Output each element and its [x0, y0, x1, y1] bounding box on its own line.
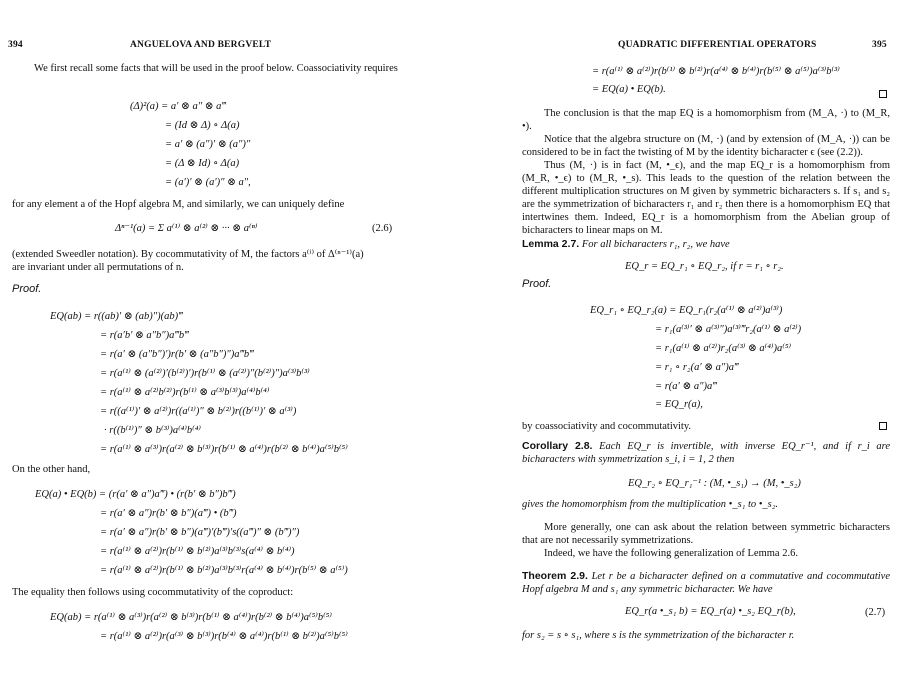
indeed-text: Indeed, we have the following generalization of Lemma 2.6.: [544, 548, 798, 559]
corollary-equation: EQ_r₂ ∘ EQ_r₁⁻¹ : (M, •_s₁) → (M, •_s₂): [628, 478, 801, 489]
last-line: for s₂ = s ∘ s₁, where s is the symmetrization of the bicharacter r.: [522, 630, 795, 641]
lemma-proof-line-5: = r(a′ ⊗ a″)a‴: [655, 381, 717, 392]
proof-line-3: = r(a′ ⊗ (a″b″)′)r(b′ ⊗ (a″b″)″)a‴b‴: [100, 349, 254, 360]
lemma-heading: [522, 238, 730, 250]
lemma-statement: For all bicharacters r₁, r₂, we have: [581, 239, 730, 250]
other-line-3: = r(a′ ⊗ a″)r(b′ ⊗ b″)(a‴)′(b‴)′s((a‴)″ ⊗ (b‴)″): [100, 527, 300, 538]
proof-line-6: = r((a⁽¹⁾)′ ⊗ a⁽²⁾)r((a⁽¹⁾)″ ⊗ b⁽²⁾)r((b⁽¹⁾)′ ⊗ a⁽³⁾): [100, 406, 297, 417]
proof-line-5: = r(a⁽¹⁾ ⊗ a⁽²⁾b⁽²⁾)r(b⁽¹⁾ ⊗ a⁽³⁾b⁽³⁾)a⁽⁴⁾b⁽⁴⁾: [100, 387, 270, 398]
equality-text: The equality then follows using cocommutativity of the coproduct:: [12, 587, 294, 598]
lemma-proof-line-6: = EQ_r(a),: [655, 399, 703, 410]
other-line-4: = r(a⁽¹⁾ ⊗ a⁽²⁾)r(b⁽¹⁾ ⊗ b⁽²⁾)a⁽³⁾b⁽³⁾s(a⁽⁴⁾ ⊗ b⁽⁴⁾): [100, 546, 295, 557]
top-line-2: = EQ(a) • EQ(b).: [592, 84, 666, 95]
lemma-proof-line-4: = r₁ ∘ r₂(a′ ⊗ a″)a‴: [655, 362, 739, 373]
coassoc-line-2: = (Id ⊗ Δ) ∘ Δ(a): [165, 120, 240, 131]
other-line-1: EQ(a) • EQ(b) = (r(a′ ⊗ a″)a‴) • (r(b′ ⊗ b″)b‴): [35, 489, 236, 500]
proof-line-4: = r(a⁽¹⁾ ⊗ (a⁽²⁾)′(b⁽²⁾)′)r(b⁽¹⁾ ⊗ (a⁽²⁾)″(b⁽²⁾)″)a⁽³⁾b⁽³⁾: [100, 368, 310, 379]
theorem-label: Theorem 2.9.: [522, 570, 588, 582]
running-head: ANGUELOVA AND BERGVELT: [130, 40, 272, 50]
notice-paragraph: Notice that the algebra structure on (M, ·) (and by extension of (M_A, ·)) can be considered to be in fact the twisting of M by the identity bicharacter ϵ (see (2.2)).: [522, 134, 890, 158]
lemma-proof-line-2: = r₁(a⁽³⁾′ ⊗ a⁽³⁾″)a⁽³⁾‴r₂(a⁽¹⁾ ⊗ a⁽²⁾): [655, 324, 802, 335]
lemma-proof-line-3: = r₁(a⁽¹⁾ ⊗ a⁽²⁾)r₂(a⁽³⁾ ⊗ a⁽⁴⁾)a⁽⁵⁾: [655, 343, 792, 354]
conclusion-paragraph: The conclusion is that the map EQ is a homomorphism from (M_A, ·) to (M_R, •).: [522, 108, 890, 132]
other-line-5: = r(a⁽¹⁾ ⊗ a⁽²⁾)r(b⁽¹⁾ ⊗ b⁽²⁾)a⁽³⁾b⁽³⁾r(a⁽⁴⁾ ⊗ b⁽⁴⁾)r(b⁽⁵⁾ ⊗ a⁽⁵⁾): [100, 565, 348, 576]
qed-symbol: [879, 422, 887, 430]
thus-paragraph: Thus (M, ·) is in fact (M, •_ϵ), and the map EQ_r is a homomorphism from (M_R, •_ϵ) to (M_R, •_s). This leads to the question of the relation between the different multiplication structures on M given by symmetric bicharacters s. If s₁ and s₂ are the symmetrization of bicharacters r₁ and r₂ then there is a homomorphism EQ that intertwines them. Indeed, EQ_r is a homomorphism from the Abelian group of bicharacters to linear maps on M.: [522, 160, 890, 236]
theorem-statement: Let r be a bicharacter defined on a commutative and cocommutative Hopf algebra M and s₁ any symmetric bicharacter. We have: [522, 571, 891, 595]
coassoc-line-5: = (a′)′ ⊗ (a′)″ ⊗ a″,: [165, 177, 251, 188]
intro-paragraph: We first recall some facts that will be used in the proof below. Coassociativity requires: [34, 63, 398, 74]
lemma-label: Lemma 2.7.: [522, 238, 580, 250]
theorem: [522, 570, 890, 596]
sweedler-note: (extended Sweedler notation). By cocommutativity of M, the factors a⁽ⁱ⁾ of Δ⁽ⁿ⁻¹⁾(a): [12, 249, 364, 260]
proof-label: Proof.: [12, 283, 42, 295]
lemma-proof-line-1: EQ_r₁ ∘ EQ_r₂(a) = EQ_r₁(r₂(a⁽¹⁾ ⊗ a⁽²⁾)a⁽³⁾): [590, 305, 783, 316]
corollary-after-text: gives the homomorphism from the multiplication •_s₁ to •_s₂.: [522, 499, 779, 510]
other-line-2: = r(a′ ⊗ a″)r(b′ ⊗ b″)(a‴) • (b‴): [100, 508, 237, 519]
corollary-label: Corollary 2.8.: [522, 440, 593, 452]
coassoc-line-3: = a′ ⊗ (a″)′ ⊗ (a″)″: [165, 139, 251, 150]
by-coassoc-text: by coassociativity and cocommutativity.: [522, 421, 692, 432]
qed-symbol: [879, 90, 887, 98]
page-number: 395: [872, 40, 887, 50]
coassoc-line-4: = (Δ ⊗ Id) ∘ Δ(a): [165, 158, 240, 169]
proof-line-2: = r(a′b′ ⊗ a″b″)a‴b‴: [100, 330, 189, 341]
final-line-1: EQ(ab) = r(a⁽¹⁾ ⊗ a⁽³⁾)r(a⁽²⁾ ⊗ b⁽³⁾)r(b⁽¹⁾ ⊗ a⁽⁴⁾)r(b⁽²⁾ ⊗ b⁽⁴⁾)a⁽⁵⁾b⁽⁵⁾: [50, 612, 332, 623]
page-number: 394: [8, 40, 23, 50]
sweedler-note-2: are invariant under all permutations of n.: [12, 262, 184, 273]
sweedler-equation: Δⁿ⁻¹(a) = Σ a⁽¹⁾ ⊗ a⁽²⁾ ⊗ ··· ⊗ a⁽ⁿ⁾: [115, 223, 258, 234]
top-line-1: = r(a⁽¹⁾ ⊗ a⁽²⁾)r(b⁽¹⁾ ⊗ b⁽²⁾)r(a⁽⁴⁾ ⊗ b⁽⁴⁾)r(b⁽⁵⁾ ⊗ a⁽⁵⁾)a⁽³⁾b⁽³⁾: [592, 66, 840, 77]
any-element-text: for any element a of the Hopf algebra M, and similarly, we can uniquely define: [12, 199, 345, 210]
left-page: [0, 0, 420, 700]
other-hand-text: On the other hand,: [12, 464, 91, 475]
running-head: QUADRATIC DIFFERENTIAL OPERATORS: [618, 40, 817, 50]
proof-line-8: = r(a⁽¹⁾ ⊗ a⁽³⁾)r(a⁽²⁾ ⊗ b⁽³⁾)r(b⁽¹⁾ ⊗ a⁽⁴⁾)r(b⁽²⁾ ⊗ b⁽⁴⁾)a⁽⁵⁾b⁽⁵⁾: [100, 444, 348, 455]
lemma-equation: EQ_r = EQ_r₁ ∘ EQ_r₂, if r = r₁ ∘ r₂.: [625, 261, 784, 272]
equation-number: (2.7): [865, 607, 886, 618]
equation-number: (2.6): [372, 223, 393, 234]
proof-line-1: EQ(ab) = r((ab)′ ⊗ (ab)″)(ab)‴: [50, 311, 183, 322]
more-generally-paragraph: More generally, one can ask about the relation between symmetric bicharacters that are not necessarily symmetrizations.: [522, 522, 890, 546]
proof-line-7: · r((b⁽¹⁾)″ ⊗ b⁽³⁾)a⁽⁴⁾b⁽⁴⁾: [104, 425, 201, 436]
theorem-equation: EQ_r(a •_s₁ b) = EQ_r(a) •_s₂ EQ_r(b),: [625, 606, 796, 617]
final-line-2: = r(a⁽¹⁾ ⊗ a⁽²⁾)r(a⁽³⁾ ⊗ b⁽³⁾)r(b⁽⁴⁾ ⊗ a⁽⁴⁾)r(b⁽¹⁾ ⊗ b⁽²⁾)a⁽⁵⁾b⁽⁵⁾: [100, 631, 348, 642]
coassoc-line-1: (Δ)²(a) = a′ ⊗ a″ ⊗ a‴: [130, 101, 226, 112]
proof-label: Proof.: [522, 278, 552, 290]
corollary-statement: Each EQ_r is invertible, with inverse EQ_r⁻¹, and if r_i are bicharacters with symmetrization s_i, i = 1, 2 then: [522, 441, 891, 465]
right-page: [470, 0, 890, 700]
corollary: [522, 440, 890, 466]
